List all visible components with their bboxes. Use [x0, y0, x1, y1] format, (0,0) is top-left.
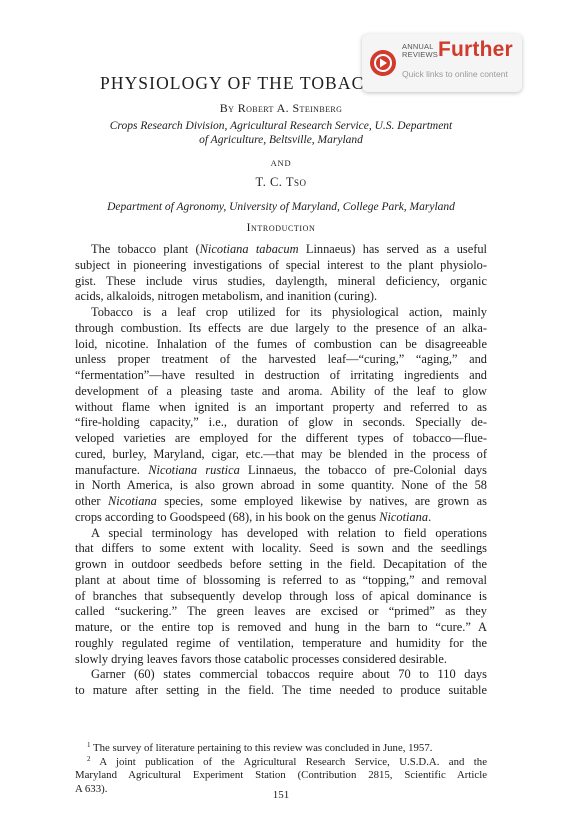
body-line: that differs to some extent with locality. Seed is sown and the seedlings: [75, 541, 487, 556]
body-line: The tobacco plant (Nicotiana tabacum Linnaeus) has served as a useful: [91, 242, 487, 256]
body-line: subject in pioneering investigations of special interest to the plant physiolo-: [75, 257, 487, 272]
body-line: unless proper treatment of the harvested leaf—“curing,” “aging,” and: [75, 352, 487, 367]
body-line: “fermentation”—have resulted in destruction of irritating ingredients and: [75, 368, 487, 382]
body-line: to mature after setting in the field. The time needed to produce suitable: [75, 683, 487, 697]
affiliation-2: Department of Agronomy, University of Maryland, College Park, Maryland: [107, 201, 455, 213]
play-arrow-icon: [370, 50, 396, 76]
body-line: manufacture. Nicotiana rustica Linnaeus, the tobacco of pre-Colonial days: [75, 462, 487, 477]
body-line: Garner (60) states commercial tobaccos require about 70 to 110 days: [91, 667, 487, 682]
affiliation-1-line-2: of Agriculture, Beltsville, Maryland: [199, 134, 363, 146]
body-line: slowly drying leaves favors those catabolic processes considered desirable.: [75, 651, 447, 666]
byline-author-1: By Robert A. Steinberg: [219, 101, 343, 115]
body-line: mature, or the entire top is removed and hung in the barn to “cure.” A: [75, 620, 487, 634]
body-line: through combustion. Its effects are due largely to the presence of an alka-: [75, 320, 487, 335]
paper-title: PHYSIOLOGY OF THE TOBAC: [100, 73, 365, 93]
body-text: [75, 242, 487, 699]
body-line: grown in outdoor seedbeds before setting in the field. Decapitation of the: [75, 557, 487, 571]
annual-reviews-further-badge[interactable]: [362, 34, 522, 92]
author-2-name: T. C. Tso: [255, 175, 307, 189]
body-line: cured, burley, Maryland, cigar, etc.—that may be blended in the process of: [75, 446, 487, 461]
body-line: A special terminology has developed with relation to field operations: [91, 525, 487, 540]
affiliation-1-line-1: Crops Research Division, Agricultural Research Service, U.S. Department: [109, 120, 453, 132]
body-line: “fire-holding capacity,” i.e., duration of glow in seconds. Specially de-: [75, 415, 487, 430]
badge-subtitle: Quick links to online content: [402, 69, 508, 79]
body-line: development of a pleasing taste and aroma. Ability of the leaf to glow: [75, 383, 487, 398]
body-line: called “suckering.” The green leaves are excised or “primed” as they: [75, 604, 487, 619]
footnotes: [75, 742, 487, 796]
author-conjunction: AND: [270, 158, 292, 168]
body-line: of branches that subsequently develop through loss of apical dominance is: [75, 588, 487, 603]
body-line: in North America, is also grown abroad in some quantity. None of the 58: [75, 478, 487, 493]
footnote-1: $^1$ The survey of literature pertaining to this review was concluded in June, 1957.: [87, 741, 433, 754]
footnote-2-line-2: Maryland Agricultural Experiment Station (Contribution 2815, Scientific Article: [75, 769, 487, 781]
footnote-2-line-1: $^2$ A joint publication of the Agricultural Research Service, U.S.D.A. and the: [87, 754, 487, 768]
body-line: other Nicotiana species, some employed likewise by natives, are grown as: [75, 494, 487, 508]
body-line: Tobacco is a leaf crop utilized for its physiological action, mainly: [91, 305, 487, 319]
body-line: crops according to Goodspeed (68), in his book on the genus Nicotiana.: [75, 509, 432, 524]
body-line: gist. These include virus studies, daylength, mineral deficiency, organic: [75, 273, 487, 288]
badge-further-label: Further: [438, 38, 513, 61]
body-line: without flame when ignited is an important property and referred to as: [75, 399, 487, 414]
body-line: acids, alkaloids, nitrogen metabolism, and inanition (curing).: [75, 289, 378, 304]
section-heading-introduction: Introduction: [246, 222, 316, 234]
body-line: roughly regulated regime of ventilation, temperature and humidity for the: [75, 635, 487, 650]
page-number: 151: [272, 789, 290, 801]
body-line: veloped varieties are employed for the different types of tobacco—flue-: [75, 431, 487, 445]
author-1-name: Robert A. Steinberg: [237, 101, 343, 115]
body-line: plant at about time of blossoming is referred to as “topping,” and removal: [75, 572, 487, 587]
body-line: loid, nicotine. Inhalation of the fumes of combustion can be disagreeable: [75, 336, 487, 351]
footnote-2-line-3: A 633).: [75, 782, 108, 795]
badge-annual-reviews-label: ANNUAL REVIEWS: [402, 42, 438, 59]
